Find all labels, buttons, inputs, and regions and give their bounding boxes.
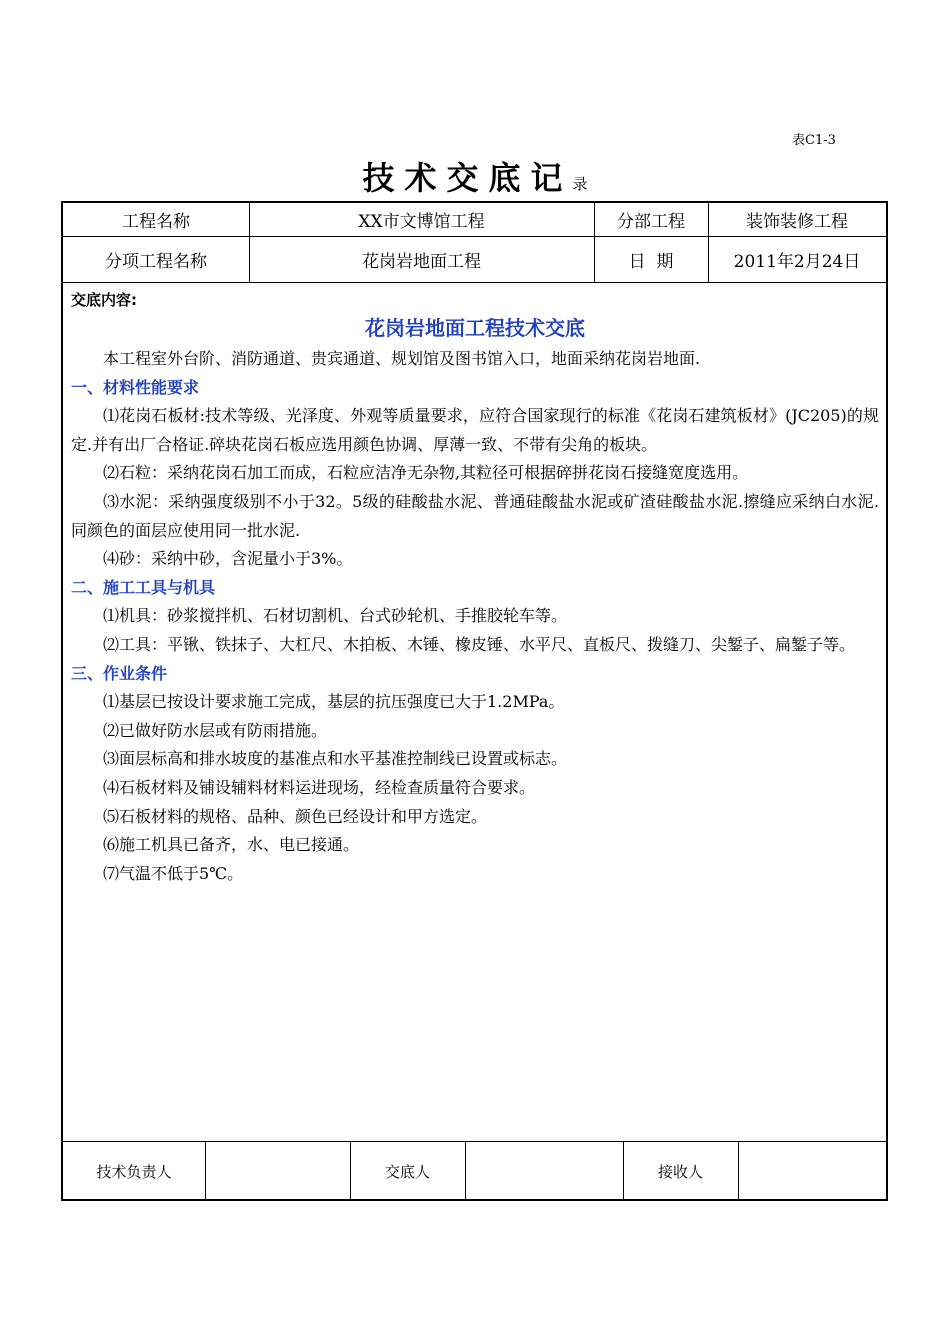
list-item: ⑷石板材料及铺设辅料材料运进现场，经检查质量符合要求。 xyxy=(103,777,536,797)
list-item: ⑹施工机具已备齐，水、电已接通。 xyxy=(103,835,360,855)
row-divider xyxy=(63,282,886,283)
receiver-signature[interactable] xyxy=(738,1141,886,1201)
form-code: 表C1-3 xyxy=(792,133,836,148)
discloser-label: 交底人 xyxy=(384,1162,430,1181)
list-item: ⑶水泥：采纳强度级别不小于32。5级的硅酸盐水泥、普通硅酸盐水泥或矿渣硅酸盐水泥.擦缝应采纳白水泥.同颜色的面层应使用同一批水泥. xyxy=(71,491,879,540)
list-item: ⑵工具：平锹、铁抹子、大杠尺、木拍板、木锤、橡皮锤、水平尺、直板尺、拨缝刀、尖錾子、扁錾子等。 xyxy=(103,634,856,654)
list-item: ⑴基层已按设计要求施工完成，基层的抗压强度已大于1.2MPa。 xyxy=(103,692,565,712)
title-main: 技术交底记 xyxy=(362,159,573,197)
list-item: ⑵已做好防水层或有防雨措施。 xyxy=(103,720,328,740)
discloser-signature[interactable] xyxy=(465,1141,623,1201)
receiver-label: 接收人 xyxy=(657,1162,703,1181)
section-heading: 二、施工工具与机具 xyxy=(71,577,216,597)
section-heading: 三、作业条件 xyxy=(71,663,168,683)
date-label: 日 期 xyxy=(628,251,674,272)
list-item: ⑶面层标高和排水坡度的基准点和水平基准控制线已设置或标志。 xyxy=(103,749,568,769)
date-value: 2011年2月24日 xyxy=(733,251,861,272)
disclosure-form xyxy=(61,201,888,1201)
division-value: 装饰装修工程 xyxy=(746,212,848,232)
title-tail: 录 xyxy=(572,175,588,193)
tech-lead-signature[interactable] xyxy=(205,1141,350,1201)
list-item: ⑷砂：采纳中砂，含泥量小于3%。 xyxy=(103,549,353,569)
subitem-value: 花岗岩地面工程 xyxy=(362,251,481,272)
project-name-label: 工程名称 xyxy=(122,212,190,232)
section-heading: 一、材料性能要求 xyxy=(71,377,200,397)
division-label: 分部工程 xyxy=(617,212,685,232)
subitem-label: 分项工程名称 xyxy=(105,251,207,272)
list-item: ⑺气温不低于5℃。 xyxy=(103,863,244,883)
list-item: ⑴花岗石板材:技术等级、光泽度、外观等质量要求，应符合国家现行的标准《花岗石建筑板材》(JC205)的规定.并有出厂合格证.碎块花岗石板应选用颜色协调、厚薄一致、不带有尖角的板块。 xyxy=(71,406,879,454)
list-item: ⑵石粒：采纳花岗石加工而成，石粒应洁净无杂物,其粒径可根据碎拼花岗石接缝宽度选用。 xyxy=(103,463,749,483)
content-label: 交底内容: xyxy=(71,291,137,309)
project-name-value: XX市文博馆工程 xyxy=(358,212,485,232)
list-item: ⑸石板材料的规格、品种、颜色已经设计和甲方选定。 xyxy=(103,806,488,826)
tech-lead-label: 技术负责人 xyxy=(96,1162,172,1181)
disclosure-content xyxy=(71,289,879,888)
page-title xyxy=(0,153,950,199)
intro-paragraph: 本工程室外台阶、消防通道、贵宾通道、规划馆及图书馆入口，地面采纳花岗岩地面. xyxy=(103,349,701,368)
list-item: ⑴机具：砂浆搅拌机、石材切割机、台式砂轮机、手推胶轮车等。 xyxy=(103,606,568,626)
doc-title: 花岗岩地面工程技术交底 xyxy=(365,316,585,340)
